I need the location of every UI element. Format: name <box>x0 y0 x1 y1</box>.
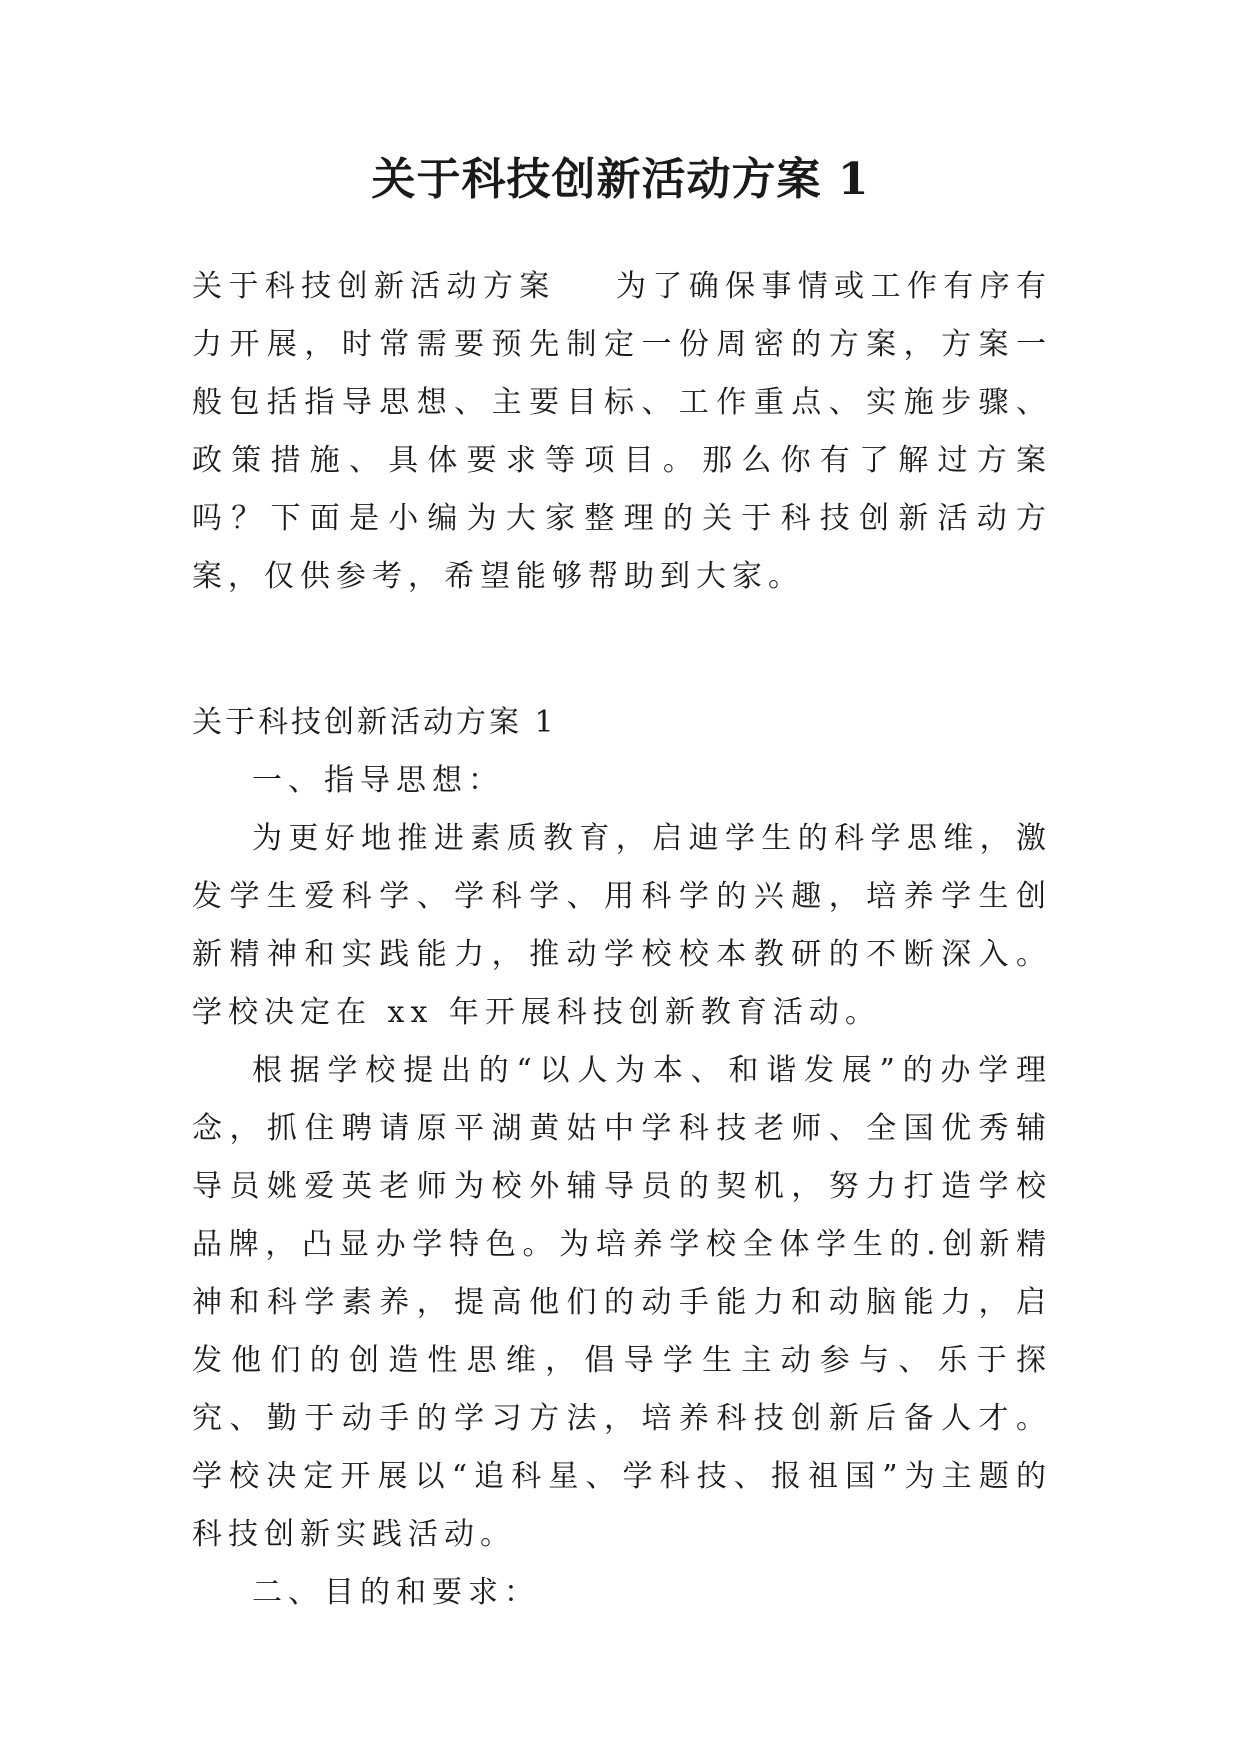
part1-heading: 一、指导思想： <box>252 763 504 798</box>
part2-heading: 二、目的和要求： <box>252 1575 540 1610</box>
intro-paragraph <box>192 258 1052 606</box>
intro-block <box>192 258 1052 606</box>
paragraph-1: 为更好地推进素质教育，启迪学生的科学思维，激发学生爱科学、学科学、用科学的兴趣，培养学生创新精神和实践能力，推动学校校本教研的不断深入。学校决定在 xx 年开展科技创新教育活动。 <box>192 821 1052 1030</box>
section-heading: 关于科技创新活动方案 1 <box>192 705 557 740</box>
section-block <box>192 694 1052 1622</box>
paragraph-2: 根据学校提出的“以人为本、和谐发展”的办学理念，抓住聘请原平湖黄姑中学科技老师、全国优秀辅导员姚爱英老师为校外辅导员的契机，努力打造学校品牌，凸显办学特色。为培养学校全体学生的.创新精神和科学素养，提高他们的动手能力和动脑能力，启发他们的创造性思维，倡导学生主动参与、乐于探究、勤于动手的学习方法，培养科技创新后备人才。学校决定开展以“追科星、学科技、报祖国”为主题的科技创新实践活动。 <box>192 1053 1052 1552</box>
intro-text: 为了确保事情或工作有序有力开展，时常需要预先制定一份周密的方案，方案一般包括指导思想、主要目标、工作重点、实施步骤、政策措施、具体要求等项目。那么你有了解过方案吗？下面是小编为大家整理的关于科技创新活动方案，仅供参考，希望能够帮助到大家。 <box>192 269 1053 594</box>
document-title: 关于科技创新活动方案 1 <box>371 154 870 205</box>
intro-lead: 关于科技创新活动方案 <box>192 269 556 304</box>
